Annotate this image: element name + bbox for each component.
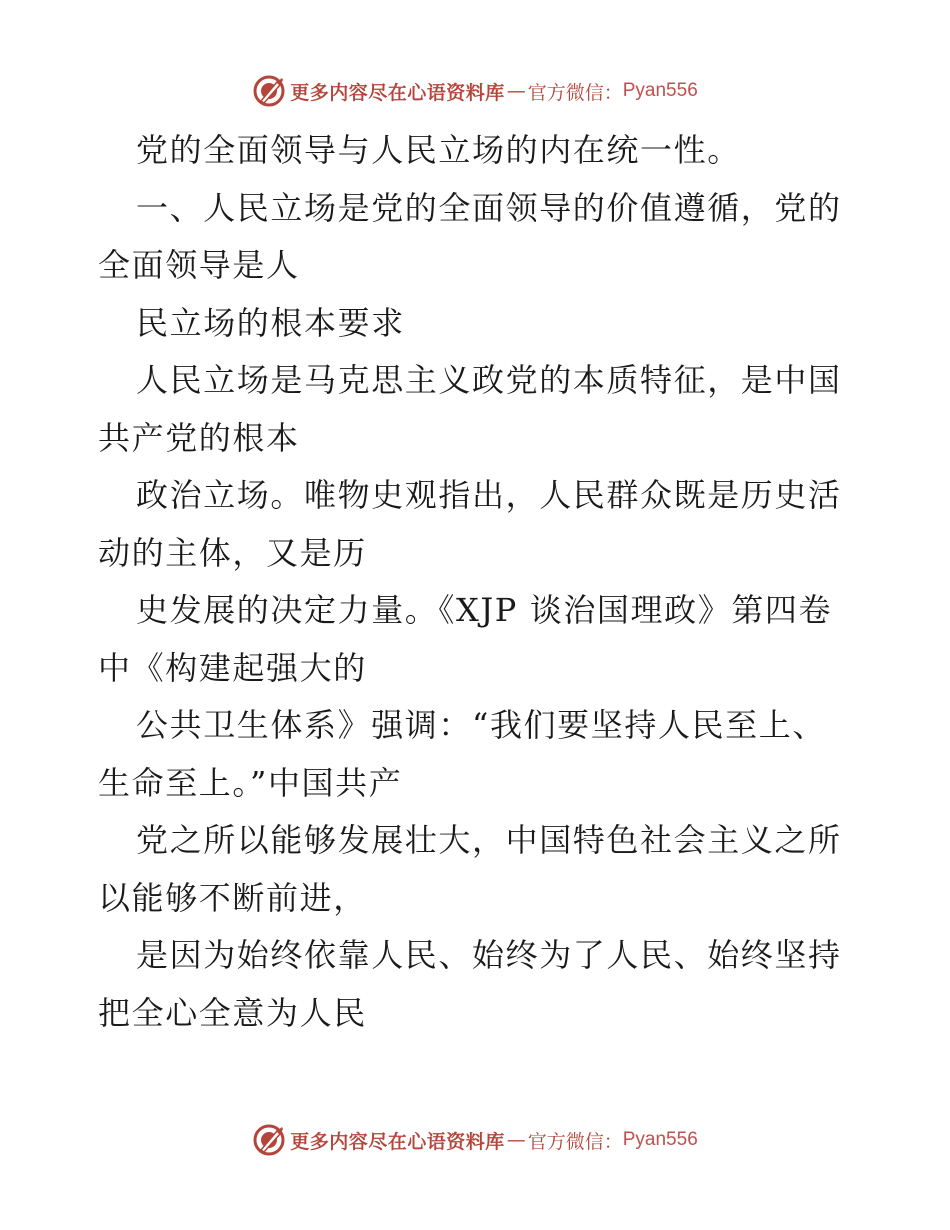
- header-watermark-banner: [0, 71, 950, 111]
- text-line: 一、人民立场是党的全面领导的价值遵循，党的: [136, 188, 842, 227]
- text-line: 公共卫生体系》强调：“我们要坚持人民至上、: [136, 706, 826, 744]
- document-body: [98, 122, 858, 1042]
- pen-logo-icon: [252, 1123, 286, 1157]
- pen-logo-icon: [252, 74, 286, 108]
- text-line: 中《构建起强大的: [98, 648, 367, 687]
- text-line: 人民立场是马克思主义政党的本质特征，是中国: [136, 361, 842, 399]
- text-line: 全面领导是人: [98, 246, 300, 284]
- text-line: 生命至上。”中国共产: [98, 763, 403, 802]
- text-line: 动的主体，又是历: [98, 533, 367, 572]
- banner-wechat-id: Pyan556: [622, 1129, 698, 1150]
- text-line: 党之所以能够发展壮大，中国特色社会主义之所: [136, 821, 842, 859]
- banner-wechat-label: 官方微信：: [527, 81, 623, 104]
- text-line: 共产党的根本: [98, 418, 300, 457]
- banner-wechat-label: 官方微信：: [527, 1130, 623, 1153]
- banner-wechat-id: Pyan556: [622, 80, 698, 101]
- text-line: 是因为始终依靠人民、始终为了人民、始终坚持: [136, 936, 842, 974]
- text-line: 民立场的根本要求: [136, 303, 405, 342]
- banner-text: 更多内容尽在心语资料库: [290, 81, 505, 104]
- text-line: 以能够不断前进，: [98, 878, 367, 917]
- text-line: 史发展的决定力量。《XJP 谈治国理政》第四卷: [136, 591, 833, 629]
- banner-text: 更多内容尽在心语资料库: [290, 1130, 505, 1153]
- banner-separator: —: [506, 80, 526, 102]
- footer-watermark-banner: [0, 1120, 950, 1160]
- text-line: 把全心全意为人民: [98, 993, 367, 1032]
- text-line: 党的全面领导与人民立场的内在统一性。: [136, 131, 741, 169]
- banner-separator: —: [506, 1129, 526, 1151]
- text-line: 政治立场。唯物史观指出，人民群众既是历史活: [136, 476, 842, 514]
